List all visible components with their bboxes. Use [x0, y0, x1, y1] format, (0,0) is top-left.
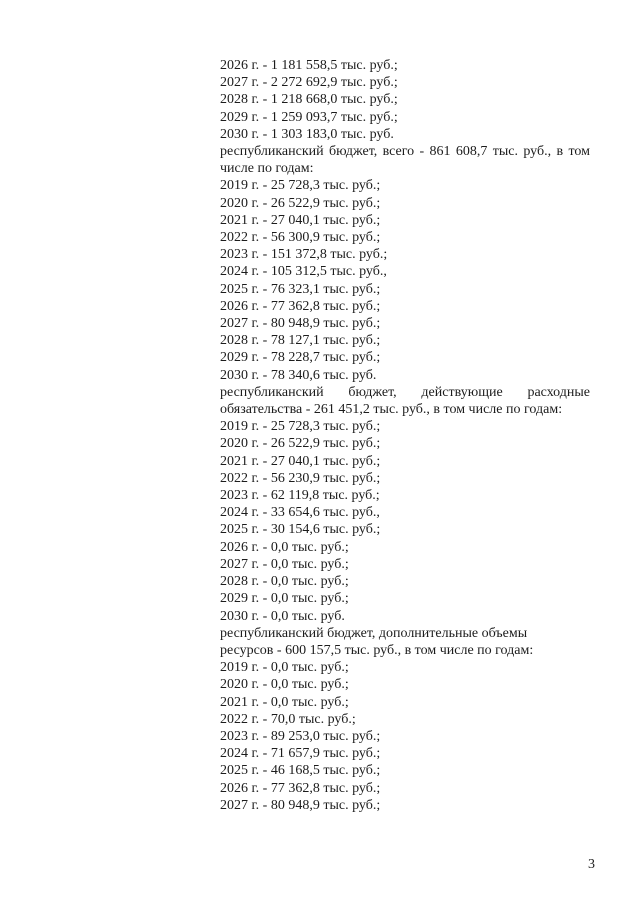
- budget-line: 2022 г. - 56 300,9 тыс. руб.;: [220, 230, 381, 246]
- page-number: 3: [588, 857, 595, 872]
- budget-line: 2029 г. - 78 228,7 тыс. руб.;: [220, 350, 381, 366]
- budget-line: 2019 г. - 25 728,3 тыс. руб.;: [220, 178, 381, 194]
- budget-line: 2027 г. - 0,0 тыс. руб.;: [220, 556, 349, 572]
- budget-line: 2026 г. - 77 362,8 тыс. руб.;: [220, 298, 381, 314]
- budget-line: 2021 г. - 27 040,1 тыс. руб.;: [220, 212, 381, 228]
- budget-line: 2026 г. - 77 362,8 тыс. руб.;: [220, 780, 381, 796]
- budget-line: 2023 г. - 62 119,8 тыс. руб.;: [220, 488, 380, 504]
- section-heading-republican-total: республиканский бюджет, всего - 861 608,7 тыс. руб., в том числе по годам:: [220, 144, 590, 177]
- budget-line: 2021 г. - 0,0 тыс. руб.;: [220, 694, 349, 710]
- budget-line: 2023 г. - 151 372,8 тыс. руб.;: [220, 247, 388, 263]
- section-heading-additional-resources: республиканский бюджет, дополнительные объемы: [220, 625, 528, 641]
- budget-line: 2019 г. - 25 728,3 тыс. руб.;: [220, 419, 381, 435]
- budget-line: 2022 г. - 70,0 тыс. руб.;: [220, 711, 356, 727]
- budget-line: 2020 г. - 0,0 тыс. руб.;: [220, 677, 349, 693]
- budget-line: 2028 г. - 0,0 тыс. руб.;: [220, 574, 349, 590]
- budget-line: 2025 г. - 30 154,6 тыс. руб.;: [220, 522, 381, 538]
- budget-line: 2022 г. - 56 230,9 тыс. руб.;: [220, 470, 381, 486]
- budget-line: 2021 г. - 27 040,1 тыс. руб.;: [220, 453, 381, 469]
- budget-line: 2024 г. - 71 657,9 тыс. руб.;: [220, 746, 381, 762]
- section-heading-current-obligations: республиканский бюджет, действующие расходные обязательства - 261 451,2 тыс. руб., в том числе по годам:: [220, 384, 590, 418]
- budget-line: 2024 г. - 105 312,5 тыс. руб.,: [220, 264, 387, 280]
- budget-line: 2028 г. - 1 218 668,0 тыс. руб.;: [220, 92, 398, 108]
- budget-line: 2026 г. - 0,0 тыс. руб.;: [220, 539, 349, 555]
- budget-line: 2030 г. - 1 303 183,0 тыс. руб.: [220, 126, 394, 142]
- budget-line: 2030 г. - 0,0 тыс. руб.: [220, 608, 345, 624]
- budget-line: 2025 г. - 46 168,5 тыс. руб.;: [220, 763, 381, 779]
- budget-line: 2027 г. - 80 948,9 тыс. руб.;: [220, 797, 381, 813]
- budget-line: 2027 г. - 2 272 692,9 тыс. руб.;: [220, 75, 398, 91]
- budget-line: 2029 г. - 0,0 тыс. руб.;: [220, 591, 349, 607]
- budget-line: 2027 г. - 80 948,9 тыс. руб.;: [220, 316, 381, 332]
- budget-line: 2020 г. - 26 522,9 тыс. руб.;: [220, 195, 381, 211]
- budget-line: 2029 г. - 1 259 093,7 тыс. руб.;: [220, 109, 398, 125]
- budget-line: 2025 г. - 76 323,1 тыс. руб.;: [220, 281, 381, 297]
- budget-line: 2019 г. - 0,0 тыс. руб.;: [220, 660, 349, 676]
- budget-line: 2023 г. - 89 253,0 тыс. руб.;: [220, 728, 381, 744]
- budget-line: 2028 г. - 78 127,1 тыс. руб.;: [220, 333, 381, 349]
- section-heading-additional-resources-cont: ресурсов - 600 157,5 тыс. руб., в том числе по годам:: [220, 642, 534, 658]
- document-body: [220, 57, 590, 814]
- budget-line: 2026 г. - 1 181 558,5 тыс. руб.;: [220, 58, 398, 73]
- budget-line: 2030 г. - 78 340,6 тыс. руб.: [220, 367, 377, 383]
- budget-line: 2024 г. - 33 654,6 тыс. руб.,: [220, 505, 380, 521]
- budget-line: 2020 г. - 26 522,9 тыс. руб.;: [220, 436, 381, 452]
